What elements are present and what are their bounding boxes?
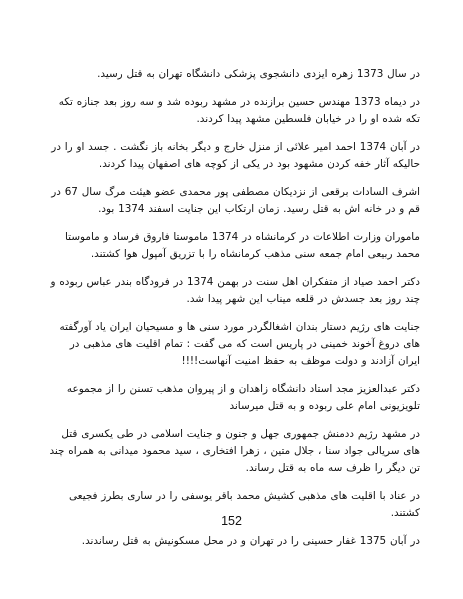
paragraph-11: در آبان 1375 غفار حسینی را در تهران و در محل مسکونیش به قتل رساندند. — [81, 535, 420, 547]
page-body — [48, 66, 420, 561]
paragraph-6: دکتر احمد صیاد از متفکران اهل سنت در بهمن 1374 در فرودگاه بندر عباس ربوده و چند روز بعد جسدش در قلعه میناب این شهر پیدا شد. — [50, 276, 420, 305]
paragraph-4: اشرف السادات برقعی از نزدیکان مصطفی پور محمدی عضو هیئت مرگ سال 67 در قم و در خانه اش به قتل رسید. زمان ارتکاب این جنایت اسفند 1374 بود. — [51, 186, 420, 215]
paragraph-2: در دیماه 1373 مهندس حسین برازنده در مشهد ربوده شد و سه روز بعد جنازه تکه تکه شده او را در خیابان فلسطین مشهد پیدا کردند. — [58, 96, 420, 125]
paragraph-5: ماموران وزارت اطلاعات در کرمانشاه در 1374 ماموستا فاروق فرساد و ماموستا محمد ربیعی امام جمعه سنی مذهب کرمانشاه را با تزریق آمپول هوا کشتند. — [65, 231, 420, 260]
paragraph-10: در عناد با اقلیت های مذهبی کشیش محمد باقر یوسفی را در ساری بطرز فجیعی کشتند. — [69, 490, 420, 519]
page-number: 152 — [221, 514, 242, 528]
paragraph-8: دکتر عبدالعزیز مجد استاد دانشگاه زاهدان و از پیروان مذهب تسنن را از مجموعه تلویزیونی امام علی ربوده و به قتل میرساند — [66, 383, 420, 412]
paragraph-1: در سال 1373 زهره ایزدی دانشجوی پزشکی دانشگاه تهران به قتل رسید. — [97, 68, 420, 80]
paragraph-3: در آبان 1374 احمد امیر علائی از منزل خارج و دیگر بخانه باز نگشت . جسد او را در حالیکه آثار خفه کردن مشهود بود در یکی از کوچه های اصفهان پیدا کردند. — [51, 141, 420, 170]
paragraph-9: در مشهد رژیم ددمنش جمهوری جهل و جنون و جنایت اسلامی در طی یکسری قتل های سریالی جواد سنا ، جلال متین ، زهرا افتخاری ، سید محمود میدانی به همراه چند تن دیگر را ظرف سه ماه به قتل رساند. — [49, 428, 420, 474]
paragraph-7: جنایت های رژیم دستار بندان اشغالگردر مورد سنی ها و مسیحیان ایران یاد آورگفته های دروغ آخوند خمینی در پاریس است که می گفت : تمام اقلیت های مذهبی در ایران آزادند و دولت موظف به حفظ امنیت آنهاست!!!! — [59, 321, 420, 367]
